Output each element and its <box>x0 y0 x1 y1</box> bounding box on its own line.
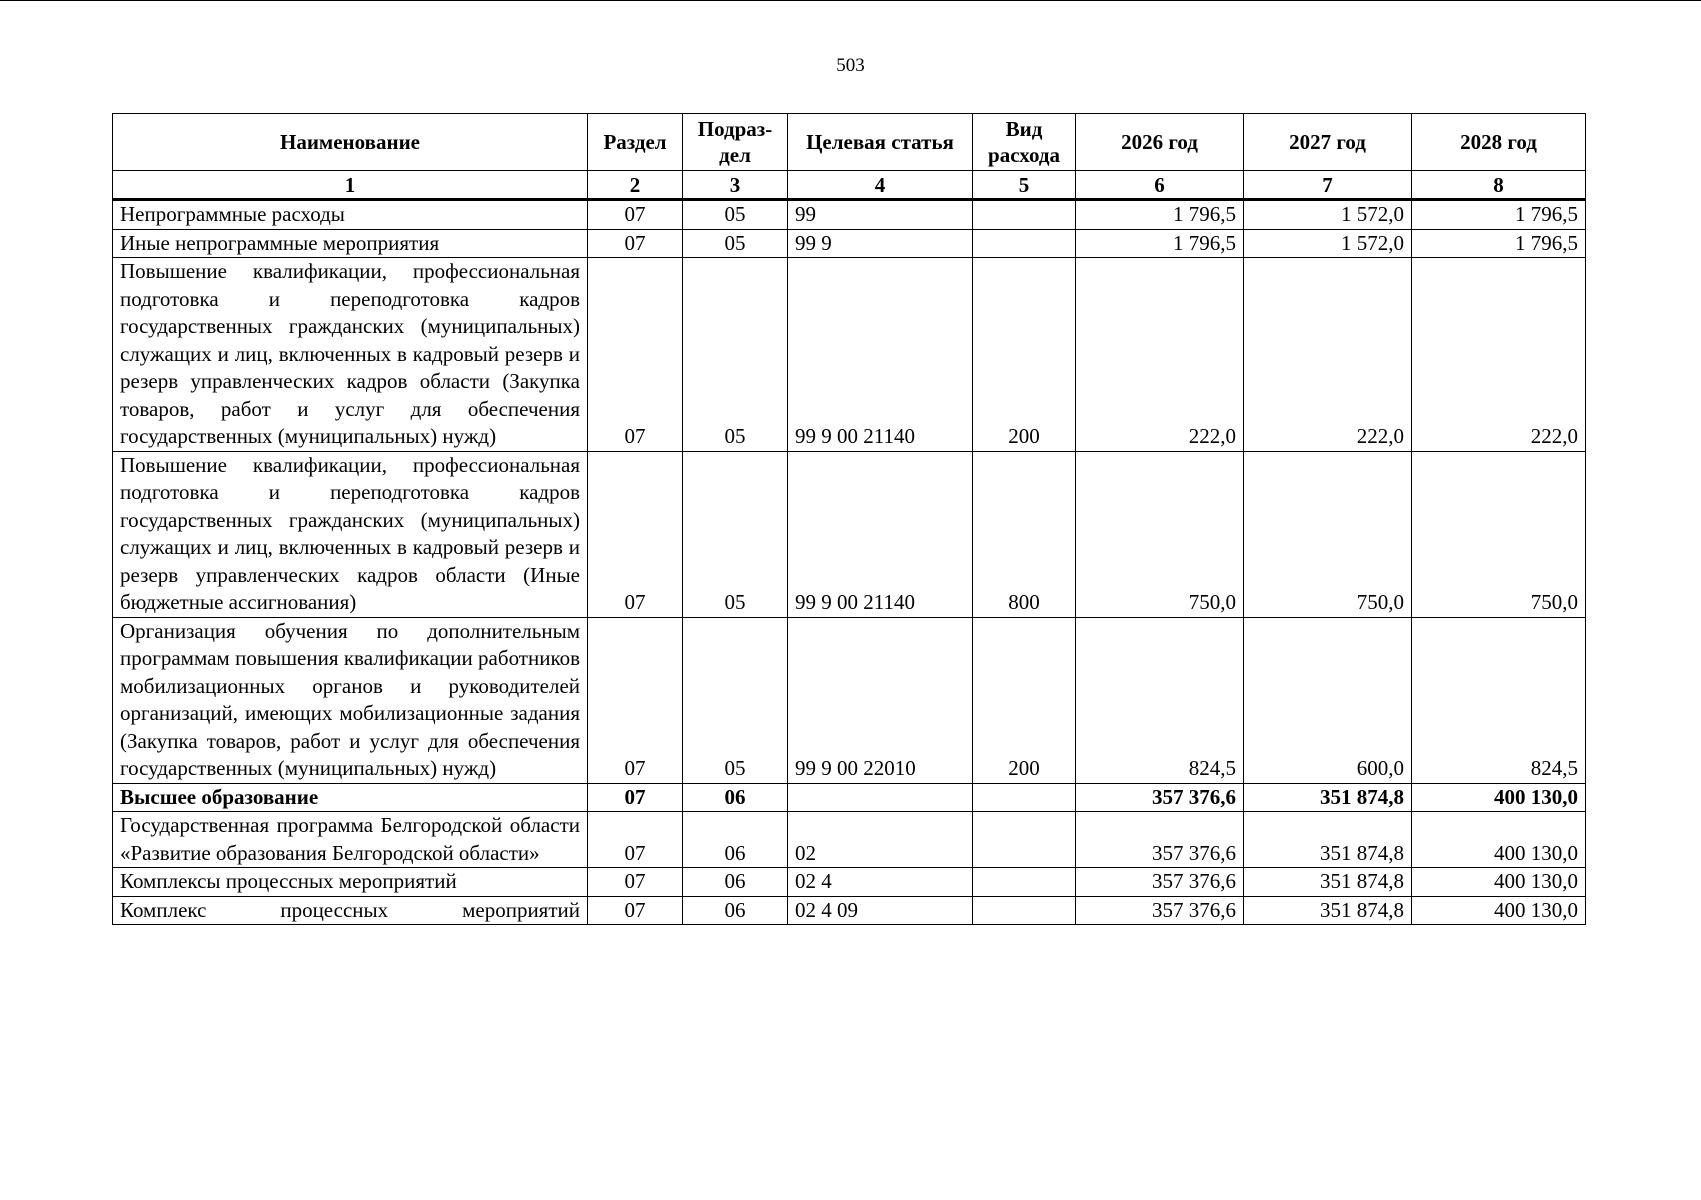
row-2027: 1 572,0 <box>1244 229 1412 258</box>
row-article: 02 4 09 <box>788 896 973 925</box>
row-2026: 357 376,6 <box>1076 868 1244 897</box>
row-2026: 357 376,6 <box>1076 812 1244 868</box>
row-vid <box>973 868 1076 897</box>
column-number: 6 <box>1076 171 1244 200</box>
header-2027: 2027 год <box>1244 114 1412 171</box>
table-row <box>113 258 1586 452</box>
row-2027: 600,0 <box>1244 617 1412 783</box>
row-razdel: 07 <box>588 783 683 812</box>
header-article: Целевая статья <box>788 114 973 171</box>
row-podrazdel: 05 <box>683 258 788 452</box>
row-article: 99 9 00 22010 <box>788 617 973 783</box>
row-vid: 200 <box>973 258 1076 452</box>
row-article: 02 4 <box>788 868 973 897</box>
table-row-section <box>113 783 1586 812</box>
row-2028: 824,5 <box>1412 617 1586 783</box>
top-border-line <box>0 0 1701 1</box>
row-vid: 800 <box>973 451 1076 617</box>
row-name: Непрограммные расходы <box>113 200 588 230</box>
row-2027: 222,0 <box>1244 258 1412 452</box>
row-name: Повышение квалификации, профессиональная подготовка и переподготовка кадров государственных гражданских (муниципальных) служащих и лиц, включенных в кадровый резерв и резерв управленческих кадров области (Закупка товаров, работ и услуг для обеспечения государственных (муниципальных) нужд) <box>113 258 588 452</box>
row-podrazdel: 05 <box>683 229 788 258</box>
column-number: 1 <box>113 171 588 200</box>
header-vid: Вид расхода <box>973 114 1076 171</box>
table-row <box>113 229 1586 258</box>
row-2028: 400 130,0 <box>1412 868 1586 897</box>
row-razdel: 07 <box>588 200 683 230</box>
row-vid <box>973 200 1076 230</box>
row-2026: 750,0 <box>1076 451 1244 617</box>
column-number: 7 <box>1244 171 1412 200</box>
column-number-row <box>113 171 1586 200</box>
row-name: Комплекс процессных мероприятий <box>113 896 588 925</box>
row-2027: 351 874,8 <box>1244 812 1412 868</box>
row-2026: 357 376,6 <box>1076 783 1244 812</box>
row-2027: 351 874,8 <box>1244 783 1412 812</box>
row-2027: 1 572,0 <box>1244 200 1412 230</box>
table-row <box>113 812 1586 868</box>
table-row <box>113 617 1586 783</box>
row-2028: 1 796,5 <box>1412 200 1586 230</box>
row-name: Повышение квалификации, профессиональная подготовка и переподготовка кадров государственных гражданских (муниципальных) служащих и лиц, включенных в кадровый резерв и резерв управленческих кадров области (Иные бюджетные ассигнования) <box>113 451 588 617</box>
row-podrazdel: 06 <box>683 896 788 925</box>
row-podrazdel: 06 <box>683 783 788 812</box>
row-2026: 824,5 <box>1076 617 1244 783</box>
table-row <box>113 200 1586 230</box>
row-2028: 400 130,0 <box>1412 783 1586 812</box>
row-name: Организация обучения по дополнительным программам повышения квалификации работников мобилизационных органов и руководителей организаций, имеющих мобилизационные задания (Закупка товаров, работ и услуг для обеспечения государственных (муниципальных) нужд) <box>113 617 588 783</box>
row-name: Высшее образование <box>113 783 588 812</box>
row-name: Государственная программа Белгородской области «Развитие образования Белгородской области» <box>113 812 588 868</box>
table-row <box>113 451 1586 617</box>
row-article: 99 9 <box>788 229 973 258</box>
header-row <box>113 114 1586 171</box>
row-vid: 200 <box>973 617 1076 783</box>
row-podrazdel: 06 <box>683 868 788 897</box>
row-2028: 222,0 <box>1412 258 1586 452</box>
column-number: 5 <box>973 171 1076 200</box>
row-razdel: 07 <box>588 896 683 925</box>
page-number: 503 <box>836 55 865 76</box>
row-article: 02 <box>788 812 973 868</box>
row-article: 99 9 00 21140 <box>788 258 973 452</box>
row-name: Иные непрограммные мероприятия <box>113 229 588 258</box>
row-2027: 750,0 <box>1244 451 1412 617</box>
budget-table <box>112 113 1586 925</box>
row-article: 99 <box>788 200 973 230</box>
row-article <box>788 783 973 812</box>
column-number: 8 <box>1412 171 1586 200</box>
row-article: 99 9 00 21140 <box>788 451 973 617</box>
column-number: 3 <box>683 171 788 200</box>
row-2028: 400 130,0 <box>1412 896 1586 925</box>
row-2027: 351 874,8 <box>1244 868 1412 897</box>
column-number: 2 <box>588 171 683 200</box>
table-row <box>113 896 1586 925</box>
row-name: Комплексы процессных мероприятий <box>113 868 588 897</box>
column-number: 4 <box>788 171 973 200</box>
row-2026: 222,0 <box>1076 258 1244 452</box>
row-vid <box>973 783 1076 812</box>
header-2028: 2028 год <box>1412 114 1586 171</box>
row-2026: 1 796,5 <box>1076 200 1244 230</box>
header-2026: 2026 год <box>1076 114 1244 171</box>
row-podrazdel: 05 <box>683 617 788 783</box>
header-podrazdel: Подраз-дел <box>683 114 788 171</box>
row-vid <box>973 229 1076 258</box>
row-podrazdel: 05 <box>683 451 788 617</box>
row-2026: 1 796,5 <box>1076 229 1244 258</box>
row-razdel: 07 <box>588 812 683 868</box>
row-vid <box>973 896 1076 925</box>
row-2028: 400 130,0 <box>1412 812 1586 868</box>
row-2028: 750,0 <box>1412 451 1586 617</box>
row-vid <box>973 812 1076 868</box>
header-razdel: Раздел <box>588 114 683 171</box>
row-razdel: 07 <box>588 451 683 617</box>
row-2026: 357 376,6 <box>1076 896 1244 925</box>
table-row <box>113 868 1586 897</box>
row-razdel: 07 <box>588 617 683 783</box>
row-2027: 351 874,8 <box>1244 896 1412 925</box>
row-razdel: 07 <box>588 868 683 897</box>
row-2028: 1 796,5 <box>1412 229 1586 258</box>
row-podrazdel: 05 <box>683 200 788 230</box>
row-razdel: 07 <box>588 229 683 258</box>
row-podrazdel: 06 <box>683 812 788 868</box>
row-razdel: 07 <box>588 258 683 452</box>
header-name: Наименование <box>113 114 588 171</box>
